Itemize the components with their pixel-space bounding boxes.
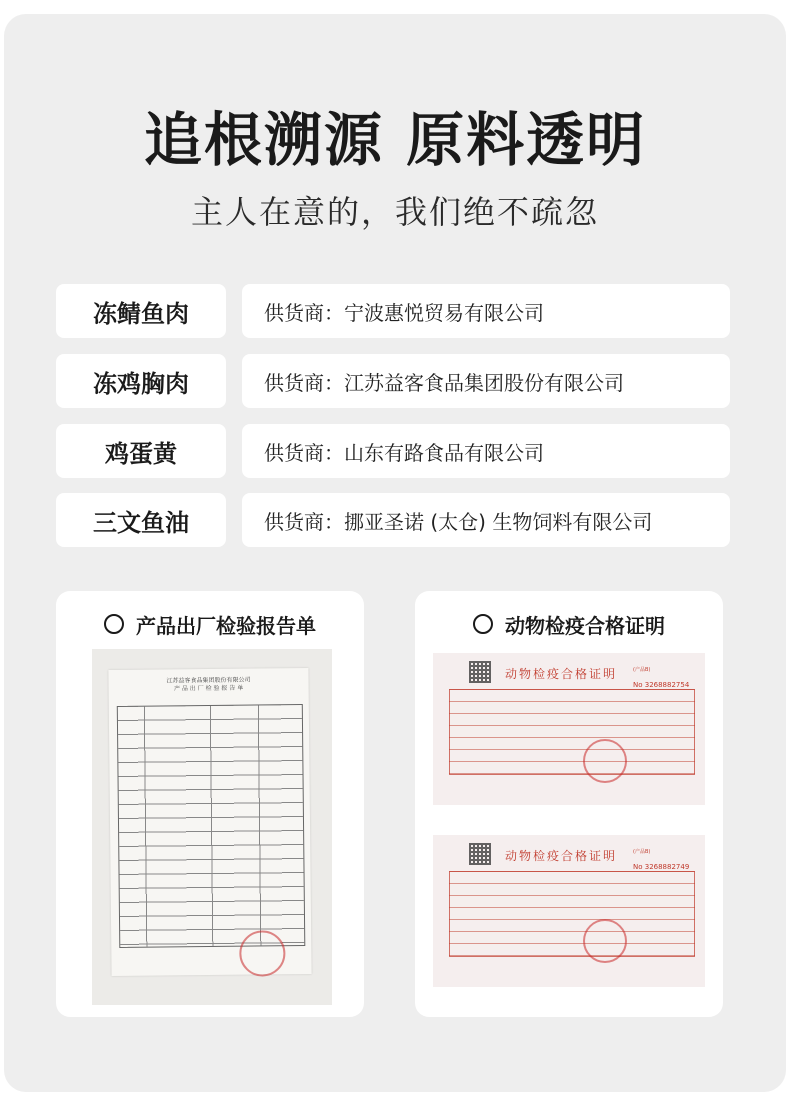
- page-subtitle: 主人在意的，我们绝不疏忽: [190, 193, 599, 231]
- certificate-title: 动物检疫合格证明: [505, 667, 618, 681]
- inspection-report-photo: [92, 649, 332, 1005]
- qr-code-icon: [469, 661, 491, 683]
- report-company: 江苏益客食品集团股份有限公司: [166, 676, 251, 685]
- qr-code-icon: [469, 843, 491, 865]
- certificate-table: [449, 689, 695, 775]
- certificate-table: [449, 871, 695, 957]
- report-table: [117, 704, 306, 948]
- ingredient-row: [56, 354, 730, 408]
- inspection-report-panel: [56, 591, 364, 1017]
- quarantine-certificate-panel: [415, 591, 723, 1017]
- report-paper: [108, 668, 311, 976]
- red-seal-icon: [583, 919, 627, 963]
- certificate-number: No 3268882749: [633, 863, 690, 871]
- ingredient-row: [56, 424, 730, 478]
- certificate-label: (产品B): [633, 667, 651, 673]
- report-heading: 产 品 出 厂 检 验 报 告 单: [173, 684, 244, 693]
- ingredient-supplier: 供货商：挪亚圣诺 (太仓) 生物饲料有限公司: [242, 493, 730, 547]
- quarantine-certificate-photo: [433, 835, 705, 987]
- certificate-number: No 3268882754: [633, 681, 690, 689]
- page-title: 追根溯源 原料透明: [143, 106, 647, 174]
- panel-heading: [56, 609, 364, 639]
- report-title: [108, 676, 308, 694]
- red-seal-icon: [583, 739, 627, 783]
- ingredient-row: [56, 284, 730, 338]
- circle-icon: [473, 614, 493, 634]
- panel-heading: [415, 609, 723, 639]
- panel-title-text: 产品出厂检验报告单: [136, 613, 316, 638]
- ingredient-name: 鸡蛋黄: [56, 424, 226, 478]
- ingredient-name: 冻鲭鱼肉: [56, 284, 226, 338]
- quarantine-certificate-photo: [433, 653, 705, 805]
- ingredient-name: 三文鱼油: [56, 493, 226, 547]
- circle-icon: [104, 614, 124, 634]
- ingredient-supplier: 供货商：宁波惠悦贸易有限公司: [242, 284, 730, 338]
- certificate-title: 动物检疫合格证明: [505, 849, 618, 863]
- ingredient-row: [56, 493, 730, 547]
- ingredient-supplier: 供货商：山东有路食品有限公司: [242, 424, 730, 478]
- certificate-label: (产品B): [633, 849, 651, 855]
- red-seal-icon: [239, 930, 285, 976]
- ingredient-name: 冻鸡胸肉: [56, 354, 226, 408]
- panel-title-text: 动物检疫合格证明: [505, 613, 665, 638]
- ingredient-supplier: 供货商：江苏益客食品集团股份有限公司: [242, 354, 730, 408]
